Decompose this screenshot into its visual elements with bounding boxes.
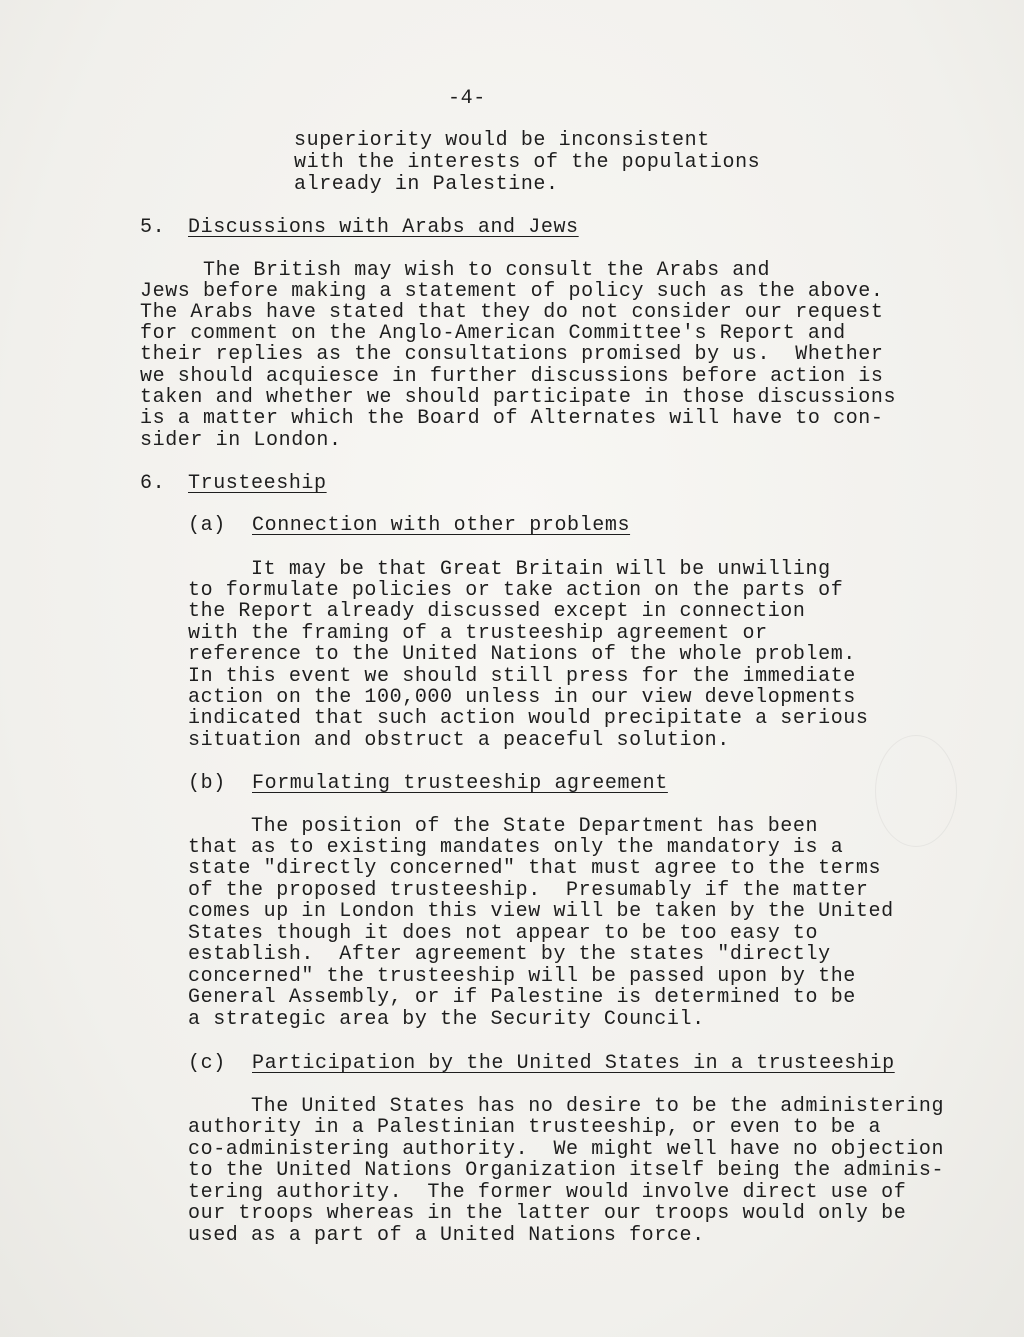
subsection-c-paragraph-line: The United States has no desire to be the administering — [188, 1095, 945, 1118]
subsection-c-paragraph-line: co-administering authority. We might well have no objection — [188, 1138, 945, 1161]
section-5-paragraph-line: The Arabs have stated that they do not consider our request — [140, 301, 884, 324]
subsection-a-paragraph-line: indicated that such action would precipitate a serious — [188, 707, 869, 730]
subsection-c-paragraph-line: our troops whereas in the latter our troops would only be — [188, 1202, 907, 1225]
subsection-a-paragraph-line: reference to the United Nations of the whole problem. — [188, 643, 856, 666]
subsection-b-paragraph-line: comes up in London this view will be taken by the United — [188, 900, 894, 923]
subsection-a-paragraph-line: action on the 100,000 unless in our view developments — [188, 686, 856, 709]
subsection-c-paragraph-line: used as a part of a United Nations force. — [188, 1224, 705, 1247]
section-5-paragraph-line: taken and whether we should participate in those discussions — [140, 386, 897, 409]
subsection-a-label: (a) — [188, 514, 226, 537]
page-number: -4- — [448, 87, 486, 110]
subsection-c-label: (c) — [188, 1052, 226, 1075]
subsection-b-label: (b) — [188, 772, 226, 795]
section-6-number: 6. — [140, 472, 166, 495]
intro-line: with the interests of the populations — [294, 151, 761, 174]
section-5-heading: Discussions with Arabs and Jews — [188, 216, 579, 239]
section-6-heading: Trusteeship — [188, 472, 327, 495]
section-5-paragraph-line: their replies as the consultations promised by us. Whether — [140, 343, 884, 366]
subsection-a-paragraph-line: with the framing of a trusteeship agreement or — [188, 622, 768, 645]
subsection-b-paragraph-line: concerned" the trusteeship will be passed upon by the — [188, 965, 856, 988]
subsection-a-paragraph-line: the Report already discussed except in connection — [188, 600, 806, 623]
section-5-paragraph-line: we should acquiesce in further discussions before action is — [140, 365, 884, 388]
faint-stamp-mark — [875, 735, 957, 847]
subsection-a-paragraph-line: In this event we should still press for the immediate — [188, 665, 856, 688]
section-5-number: 5. — [140, 216, 166, 239]
section-5-paragraph-line: for comment on the Anglo-American Committee's Report and — [140, 322, 846, 345]
subsection-c-paragraph-line: to the United Nations Organization itself being the adminis- — [188, 1159, 945, 1182]
subsection-b-paragraph-line: state "directly concerned" that must agree to the terms — [188, 857, 882, 880]
section-5-paragraph-line: is a matter which the Board of Alternates will have to con- — [140, 407, 884, 430]
subsection-b-paragraph-line: establish. After agreement by the states "directly — [188, 943, 831, 966]
subsection-b-heading: Formulating trusteeship agreement — [252, 772, 668, 795]
subsection-a-paragraph-line: situation and obstruct a peaceful solution. — [188, 729, 730, 752]
section-5-paragraph-line: The British may wish to consult the Arabs and — [140, 259, 771, 282]
subsection-c-paragraph-line: authority in a Palestinian trusteeship, or even to be a — [188, 1116, 882, 1139]
subsection-b-paragraph-line: General Assembly, or if Palestine is determined to be — [188, 986, 856, 1009]
subsection-b-paragraph-line: a strategic area by the Security Council. — [188, 1008, 705, 1031]
subsection-a-paragraph-line: to formulate policies or take action on the parts of — [188, 579, 844, 602]
subsection-b-paragraph-line: of the proposed trusteeship. Presumably if the matter — [188, 879, 869, 902]
subsection-c-paragraph-line: tering authority. The former would involve direct use of — [188, 1181, 907, 1204]
subsection-b-paragraph-line: States though it does not appear to be too easy to — [188, 922, 819, 945]
intro-line: superiority would be inconsistent — [294, 129, 710, 152]
subsection-b-paragraph-line: that as to existing mandates only the mandatory is a — [188, 836, 844, 859]
subsection-a-heading: Connection with other problems — [252, 514, 631, 537]
section-5-paragraph-line: sider in London. — [140, 429, 342, 452]
subsection-a-paragraph-line: It may be that Great Britain will be unwilling — [188, 558, 831, 581]
subsection-c-heading: Participation by the United States in a trusteeship — [252, 1052, 895, 1075]
intro-line: already in Palestine. — [294, 173, 559, 196]
section-5-paragraph-line: Jews before making a statement of policy such as the above. — [140, 280, 884, 303]
subsection-b-paragraph-line: The position of the State Department has been — [188, 815, 819, 838]
